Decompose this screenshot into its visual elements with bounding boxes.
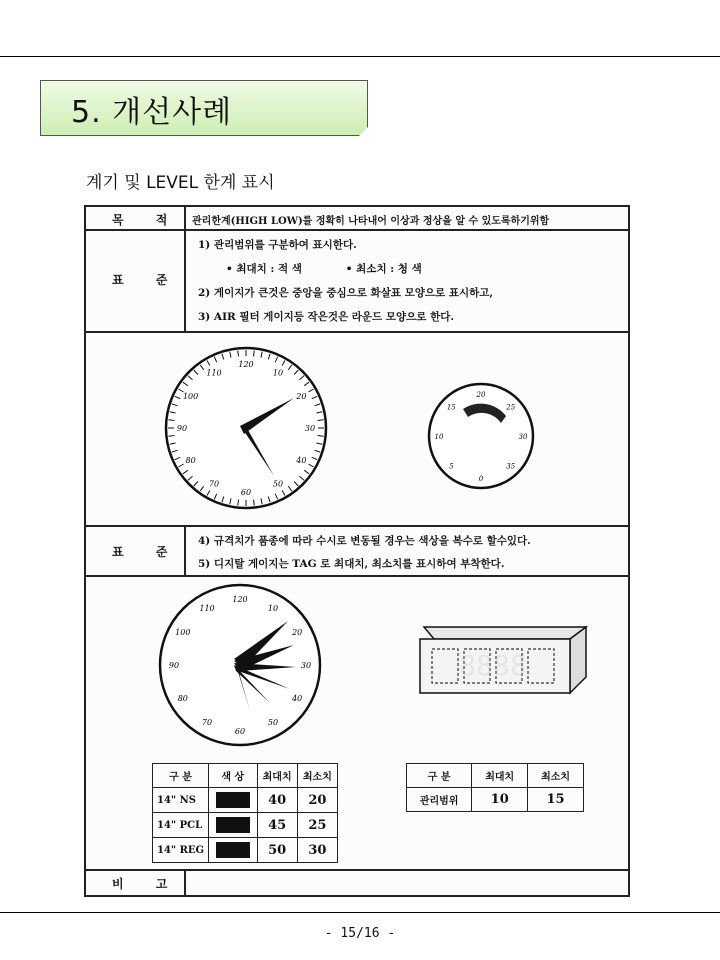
dial-label: 60 [234,727,246,736]
dial-label: 40 [296,456,307,465]
column-divider [184,207,186,331]
dial-label: 10 [434,433,444,441]
color-swatch [209,788,258,813]
dial-label: 80 [177,694,188,703]
dial-label: 20 [296,392,307,401]
row-min: 15 [528,788,584,812]
dial-label: 50 [267,718,279,728]
title-box-fold [359,127,368,136]
standard-line: • 최대치 : 적 색 • 최소치 : 청 색 [226,263,422,275]
dial-label: 70 [201,718,213,728]
row-name: 14" PCL [153,813,209,838]
digital-gauge [420,627,586,693]
table-header: 최대치 [257,764,297,788]
dial-label: 5 [449,462,454,471]
example-illustrations [86,577,632,757]
table-header: 색 상 [209,764,258,788]
standard-line: 1) 관리범위를 구분하여 표시한다. [198,239,357,251]
dial-label: 0 [478,475,484,483]
dial-tick [254,350,255,356]
table-row [407,788,584,812]
dial-label: 100 [175,628,191,637]
dial-label: 120 [238,360,254,369]
table-header: 구 분 [153,764,209,788]
dial-label: 110 [206,368,222,378]
dial-tick [254,500,255,506]
digital-gauge-top [424,627,586,639]
small-gauge-dial [429,384,533,488]
row-max: 45 [257,813,297,838]
row-min: 25 [297,813,337,838]
multi-band-gauge [160,585,320,745]
dial-tick [238,500,239,506]
table-header: 구 분 [407,764,472,788]
standard-line: 4) 규격치가 품종에 따라 수시로 변동될 경우는 색상을 복수로 할수있다. [198,535,531,547]
remark-label: 비 고 [112,877,182,891]
section-title-box [40,80,368,136]
dial-label: 30 [300,661,312,670]
purpose-label: 목 적 [112,213,182,227]
gauge-illustrations [86,333,632,523]
dial-label: 10 [272,368,284,378]
table-header: 최대치 [472,764,528,788]
dial-tick [168,420,174,421]
row-name: 14" NS [153,788,209,813]
table-row [153,838,338,863]
column-divider [184,525,186,575]
dial-label: 15 [446,403,456,412]
row-divider [86,869,628,871]
color-swatch [209,813,258,838]
dial-label: 120 [232,595,248,604]
section-subtitle: 계기 및 LEVEL 한계 표시 [86,173,275,193]
dial-tick [238,350,239,356]
dial-label: 90 [176,424,188,433]
small-gauge [429,384,533,488]
digital-gauge-value: 8888 [459,649,527,682]
bottom-rule [0,912,720,913]
range-spec-table [406,763,584,812]
dial-tick [168,436,174,437]
dial-label: 80 [185,456,196,465]
standard-label-1: 표 준 [112,273,182,287]
row-name: 관리범위 [407,788,472,812]
standard-line: 2) 게이지가 큰것은 중앙을 중심으로 화살표 모양으로 표시하고, [198,287,494,299]
dial-label: 30 [304,424,316,433]
dial-tick [318,436,324,437]
dial-label: 25 [506,403,516,412]
top-rule [0,56,720,57]
dial-label: 110 [199,603,215,613]
dial-label: 90 [168,661,180,670]
table-row [153,788,338,813]
row-divider [86,525,628,527]
dial-label: 20 [476,391,486,399]
table-row [153,813,338,838]
dial-label: 40 [292,694,303,703]
dial-label: 60 [240,488,252,497]
dial-tick [318,420,324,421]
dial-label: 35 [506,462,516,471]
row-max: 10 [472,788,528,812]
standard-line: 5) 디지탈 게이지는 TAG 로 최대치, 최소치를 표시하여 부착한다. [198,558,505,570]
table-header: 최소치 [528,764,584,788]
section-title: 5. 개선사례 [71,95,233,130]
page-number: - 15/16 - [324,926,396,941]
row-name: 14" REG [153,838,209,863]
digital-gauge-side [570,627,586,693]
column-divider [184,869,186,897]
large-gauge [166,348,326,508]
row-max: 40 [257,788,297,813]
color-swatch [209,838,258,863]
row-max: 50 [257,838,297,863]
row-divider [86,229,628,231]
row-min: 30 [297,838,337,863]
row-min: 20 [297,788,337,813]
standard-label-2: 표 준 [112,545,182,559]
dial-label: 70 [208,479,220,489]
scanned-standard-sheet [84,205,630,897]
purpose-text: 관리한계(HIGH LOW)를 정확히 나타내어 이상과 정상을 알 수 있도록하기위함 [192,216,550,227]
dial-label: 10 [267,603,279,613]
dial-label: 30 [518,433,528,441]
dial-label: 100 [182,392,199,401]
dial-label: 20 [292,628,303,637]
table-header: 최소치 [297,764,337,788]
standard-line: 3) AIR 필터 게이지등 작은것은 라운드 모양으로 한다. [198,311,455,323]
color-spec-table [152,763,338,863]
dial-label: 50 [272,479,284,489]
